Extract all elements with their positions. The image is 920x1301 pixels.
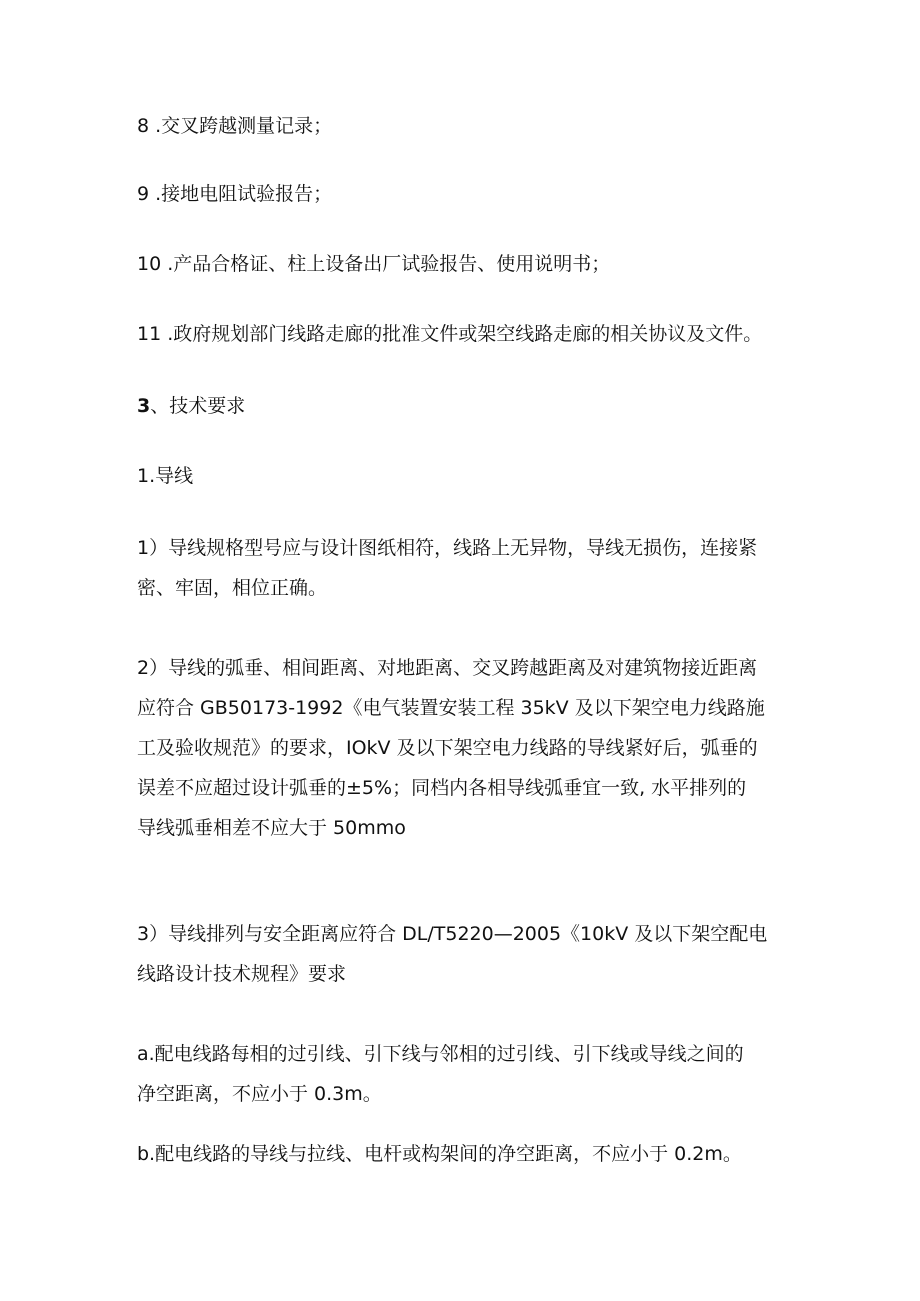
section-heading (137, 386, 797, 426)
text-line: 8 .交叉跨越测量记录； (137, 115, 333, 137)
list-item-11 (137, 314, 797, 354)
text-line: a.配电线路每相的过引线、引下线与邻相的过引线、引下线或导线之间的 (137, 1043, 744, 1065)
text-line: 应符合 GB50173-1992《电气装置安装工程 35kV 及以下架空电力线路施 (137, 697, 765, 719)
text-line: 线路设计技术规程》要求 (137, 963, 347, 985)
text-line: 10 .产品合格证、柱上设备出厂试验报告、使用说明书； (137, 253, 611, 275)
text-line: 密、牢固，相位正确。 (137, 577, 328, 599)
text-line: 工及验收规范》的要求，IOkV 及以下架空电力线路的导线紧好后，弧垂的 (137, 737, 758, 759)
text-line: 导线弧垂相差不应大于 50mmo (137, 817, 406, 839)
section-title: 、技术要求 (150, 395, 246, 417)
text-line: 误差不应超过设计弧垂的±5%；同档内各相导线弧垂宜一致, 水平排列的 (137, 777, 747, 799)
paragraph-3 (137, 914, 797, 994)
paragraph-a (137, 1034, 797, 1114)
text-line: 9 .接地电阻试验报告； (137, 183, 333, 205)
text-line: 11 .政府规划部门线路走廊的批准文件或架空线路走廊的相关协议及文件。 (137, 323, 763, 345)
text-line: 1.导线 (137, 465, 194, 487)
list-item-9 (137, 174, 797, 214)
text-line: b.配电线路的导线与拉线、电杆或构架间的净空距离，不应小于 0.2m。 (137, 1143, 742, 1165)
section-number: 3 (137, 395, 151, 417)
paragraph-b (137, 1134, 797, 1174)
list-item-8 (137, 106, 797, 146)
text-line: 2）导线的弧垂、相间距离、对地距离、交叉跨越距离及对建筑物接近距离 (137, 657, 758, 679)
list-item-10 (137, 244, 797, 284)
text-line: 净空距离，不应小于 0.3m。 (137, 1083, 382, 1105)
paragraph-2 (137, 648, 797, 848)
subsection-heading (137, 456, 797, 496)
text-line: 3）导线排列与安全距离应符合 DL/T5220—2005《10kV 及以下架空配电 (137, 923, 768, 945)
text-line: 1）导线规格型号应与设计图纸相符，线路上无异物，导线无损伤，连接紧 (137, 537, 758, 559)
paragraph-1 (137, 528, 797, 608)
